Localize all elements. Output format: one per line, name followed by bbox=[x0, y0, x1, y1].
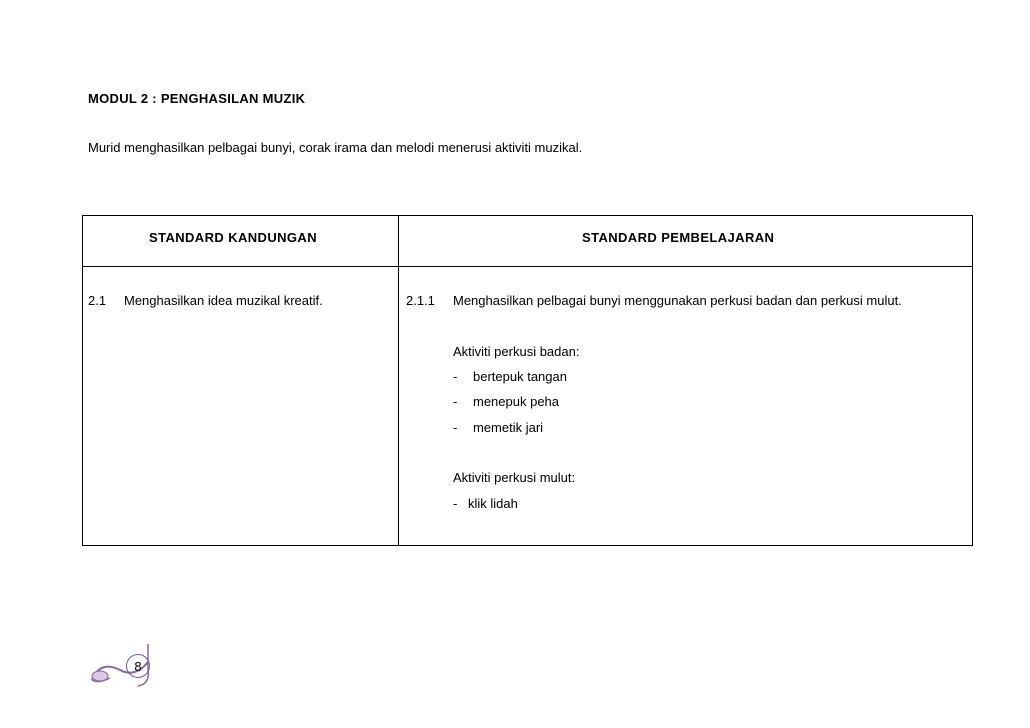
list-item: klik lidah bbox=[468, 496, 518, 511]
perkusi-badan-heading: Aktiviti perkusi badan: bbox=[453, 344, 580, 359]
standards-table bbox=[82, 215, 973, 546]
perkusi-mulut-heading: Aktiviti perkusi mulut: bbox=[453, 470, 576, 485]
module-title: MODUL 2 : PENGHASILAN MUZIK bbox=[88, 91, 306, 106]
list-item: memetik jari bbox=[473, 420, 544, 435]
list-item: menepuk peha bbox=[473, 394, 560, 409]
kandungan-text: Menghasilkan idea muzikal kreatif. bbox=[124, 293, 323, 308]
list-item: bertepuk tangan bbox=[473, 369, 567, 384]
page-number: 8 bbox=[126, 654, 150, 678]
module-description: Murid menghasilkan pelbagai bunyi, corak irama dan melodi menerusi aktiviti muzikal. bbox=[88, 140, 583, 155]
pembelajaran-number: 2.1.1 bbox=[406, 293, 435, 308]
list-dash: - bbox=[453, 369, 458, 384]
header-standard-kandungan: STANDARD KANDUNGAN bbox=[149, 230, 318, 245]
pembelajaran-text: Menghasilkan pelbagai bunyi menggunakan perkusi badan dan perkusi mulut. bbox=[453, 293, 902, 308]
header-standard-pembelajaran: STANDARD PEMBELAJARAN bbox=[582, 230, 775, 245]
list-dash: - bbox=[453, 496, 458, 511]
list-dash: - bbox=[453, 420, 458, 435]
header-divider bbox=[83, 266, 972, 267]
list-dash: - bbox=[453, 394, 458, 409]
kandungan-number: 2.1 bbox=[88, 293, 107, 308]
